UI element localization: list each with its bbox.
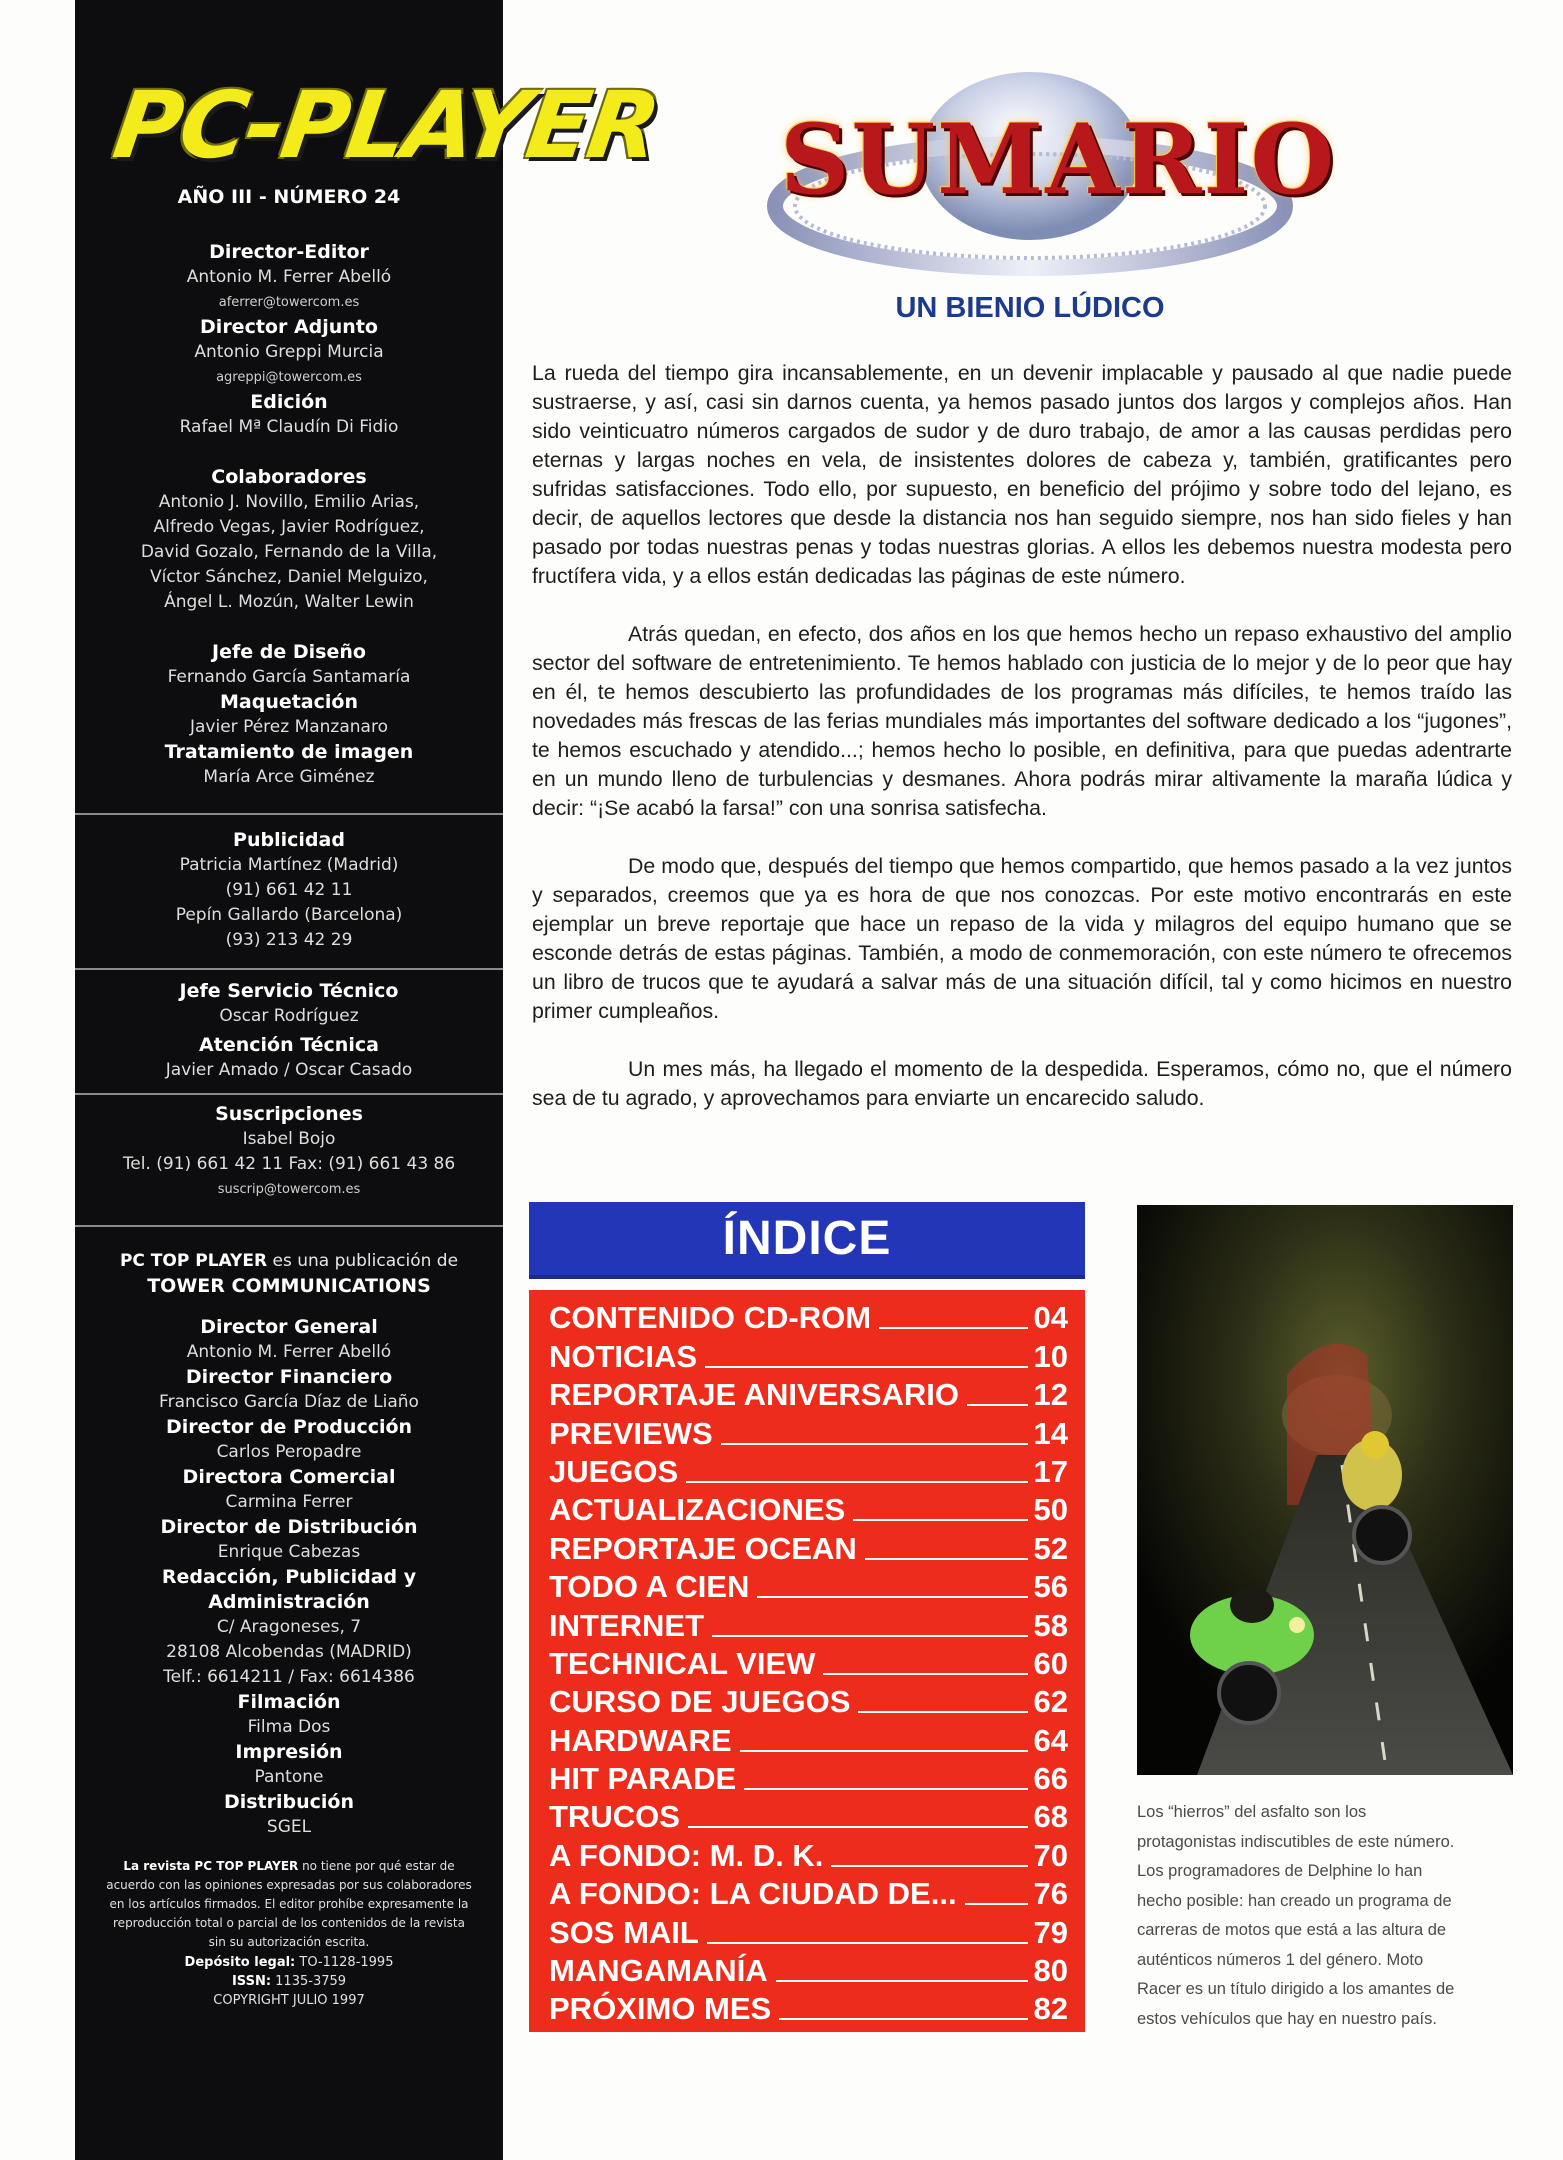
index-item-page: 66: [1033, 1761, 1068, 1797]
index-item: [549, 1797, 1068, 1835]
index-item-page: 64: [1033, 1722, 1068, 1758]
index-leader-line: [757, 1596, 1027, 1598]
index-item-label: NOTICIAS: [549, 1338, 698, 1374]
page-title: SUMARIO: [780, 103, 1337, 216]
index-item-page: 82: [1033, 1991, 1068, 2027]
index-leader-line: [823, 1673, 1027, 1675]
index-leader-line: [705, 1366, 1027, 1368]
index-item: [549, 1605, 1068, 1643]
index-item: [549, 1720, 1068, 1758]
editorial-body: [532, 359, 1512, 1142]
index-leader-line: [740, 1750, 1028, 1752]
publicidad: Publicidad Patricia Martínez (Madrid) (91) 661 42 11 Pepín Gallardo (Barcelona) (93) 213 42 29: [175, 829, 403, 950]
index-item-label: CONTENIDO CD-ROM: [549, 1300, 872, 1336]
index-item-page: 12: [1033, 1377, 1068, 1413]
motorbike-illustration: [1137, 1205, 1513, 1775]
publisher-info: PC TOP PLAYER es una publicación de TOWER COMMUNICATIONS: [119, 1251, 459, 1297]
index-item: [549, 1759, 1068, 1797]
index-item-label: TECHNICAL VIEW: [549, 1645, 816, 1681]
index-item: [549, 1989, 1068, 2027]
index-item-label: TRUCOS: [549, 1799, 680, 1835]
index-leader-line: [688, 1826, 1028, 1828]
index-leader-line: [776, 1980, 1028, 1982]
index-leader-line: [965, 1903, 1028, 1905]
index-item-label: A FONDO: LA CIUDAD DE...: [549, 1876, 957, 1912]
index-item: [549, 1375, 1068, 1413]
index-item-page: 52: [1033, 1530, 1068, 1566]
index-item-label: TODO A CIEN: [549, 1569, 750, 1605]
index-item: [549, 1912, 1068, 1950]
index-item: [549, 1413, 1068, 1451]
index-item-page: 70: [1033, 1837, 1068, 1873]
editorial-paragraph: De modo que, después del tiempo que hemos compartido, que hemos pasado a la vez juntos y separados, creemos que ya es hora de que nos conozcas. Por este motivo encontrarás en este ejemplar un breve reportaje que hace un repaso de la vida y milagros del equipo humano que se esconde detrás de estas páginas. También, a modo de conmemoración, con este número te ofrecemos un libro de trucos que te ayudará a salvar más de una situación difícil, tal y como hicimos en nuestro primer cumpleaños.: [532, 854, 1512, 1023]
index-leader-line: [879, 1327, 1027, 1329]
index-item-label: SOS MAIL: [549, 1914, 699, 1950]
index-item-page: 68: [1033, 1799, 1068, 1835]
rider-helmet: [1361, 1431, 1389, 1459]
index-item-label: CURSO DE JUEGOS: [549, 1684, 851, 1720]
index-item-page: 79: [1033, 1914, 1068, 1950]
index-item: [549, 1644, 1068, 1682]
index-item-label: JUEGOS: [549, 1453, 679, 1489]
magazine-logo: PC-PLAYER: [107, 72, 665, 179]
issue-number: AÑO III - NÚMERO 24: [177, 186, 401, 208]
index-item-page: 60: [1033, 1645, 1068, 1681]
index-item-page: 62: [1033, 1684, 1068, 1720]
index-leader-line: [712, 1635, 1028, 1637]
index-box: [529, 1290, 1085, 2032]
index-leader-line: [858, 1711, 1027, 1713]
index-item-page: 04: [1033, 1300, 1068, 1336]
index-leader-line: [707, 1942, 1028, 1944]
index-list: [549, 1298, 1068, 2027]
index-item-label: REPORTAJE OCEAN: [549, 1530, 857, 1566]
index-item-label: REPORTAJE ANIVERSARIO: [549, 1377, 959, 1413]
editorial-paragraph: Atrás quedan, en efecto, dos años en los que hemos hecho un repaso exhaustivo del amplio sector del software de entretenimiento. Te hemos hablado con justicia de lo mejor y de lo peor que hay en él, te hemos descubierto las profundidades de los programas más difíciles, te hemos traído las novedades más frescas de las ferias mundiales más importantes del software dedicado a los “jugones”, te hemos escuchado y atendido...; hemos hecho lo posible, en definitiva, para que puedas adentrarte en un mundo lleno de turbulencias y desmanes. Ahora podrás mirar altivamente la maraña lúdica y decir: “¡Se acabó la farsa!” con una sonrisa satisfecha.: [532, 622, 1512, 820]
editorial-paragraph: La rueda del tiempo gira incansablemente, en un devenir implacable y pausado al que nadie puede sustraerse, y así, casi sin darnos cuenta, ya hemos pasado juntos dos largos y complejos años. Han sido veinticuatro números cargados de sudor y de duro trabajo, de amor a las causas perdidas pero eternas y largas noches en vela, de insistentes dolores de cabeza y, también, gratificantes pero sufridas satisfacciones. Todo ello, por supuesto, en beneficio del prójimo y sobre todo del lejano, es decir, de aquellos lectores que desde la distancia nos han seguido siempre, nos han sido fieles y han pasado por todas nuestras penas y todas nuestras glorias. A ellos les debemos nuestra modesta pero fructífera vida, y a ellos están dedicadas las páginas de este número.: [532, 361, 1512, 588]
index-leader-line: [686, 1481, 1027, 1483]
index-item-label: HARDWARE: [549, 1722, 732, 1758]
index-leader-line: [779, 2018, 1027, 2020]
divider: [75, 968, 503, 970]
credits-top: Director-Editor Antonio M. Ferrer Abelló aferrer@towercom.es Director Adjunto Antonio Greppi Murcia agreppi@towercom.es Edición Rafael Mª Claudín Di Fidio: [179, 241, 399, 437]
rider-helmet: [1230, 1587, 1274, 1623]
index-item-label: A FONDO: M. D. K.: [549, 1837, 824, 1873]
suscripciones: Suscripciones Isabel Bojo Tel. (91) 661 42 11 Fax: (91) 661 43 86 suscrip@towercom.es: [122, 1103, 456, 1197]
index-item: [549, 1835, 1068, 1873]
index-item-label: PRÓXIMO MES: [549, 1991, 772, 2027]
index-item: [549, 1528, 1068, 1566]
index-item-page: 76: [1033, 1876, 1068, 1912]
index-item: [549, 1567, 1068, 1605]
legal-notice: La revista PC TOP PLAYER no tiene por qué estar de acuerdo con las opiniones expresadas por sus colaboradores en los artículos firmados. El editor prohíbe expresamente la reproducción total o parcial de los contenidos de la revista sin su autorización escrita.: [106, 1859, 472, 1949]
index-item: [549, 1298, 1068, 1336]
index-item-label: INTERNET: [549, 1607, 704, 1643]
wheel: [1219, 1663, 1279, 1723]
headlight: [1289, 1617, 1305, 1633]
index-item-label: HIT PARADE: [549, 1761, 737, 1797]
index-item-page: 56: [1033, 1569, 1068, 1605]
colaboradores: Colaboradores Antonio J. Novillo, Emilio Arias, Alfredo Vegas, Javier Rodríguez, David Gozalo, Fernando de la Villa, Víctor Sánchez, Daniel Melguizo, Ángel L. Mozún, Walter Lewin: [140, 466, 438, 612]
index-item-page: 58: [1033, 1607, 1068, 1643]
index-item-page: 10: [1033, 1338, 1068, 1374]
index-leader-line: [853, 1519, 1027, 1521]
divider: [75, 1093, 503, 1095]
index-item-label: ACTUALIZACIONES: [549, 1492, 846, 1528]
index-leader-line: [865, 1558, 1028, 1560]
index-leader-line: [721, 1443, 1028, 1445]
index-title: ÍNDICE: [529, 1202, 1085, 1279]
index-item-label: MANGAMANÍA: [549, 1953, 768, 1989]
index-item: [549, 1490, 1068, 1528]
index-item: [549, 1336, 1068, 1374]
index-item: [549, 1951, 1068, 1989]
index-item: [549, 1682, 1068, 1720]
index-item-page: 17: [1033, 1453, 1068, 1489]
editorial-paragraph: Un mes más, ha llegado el momento de la despedida. Esperamos, cómo no, que el número sea de tu agrado, y aprovechamos para enviarte un encarecido saludo.: [532, 1057, 1512, 1110]
index-item-page: 50: [1033, 1492, 1068, 1528]
legal-deposit: Depósito legal: TO-1128-1995 ISSN: 1135-3759 COPYRIGHT JULIO 1997: [184, 1955, 394, 2008]
wheel: [1354, 1507, 1410, 1563]
index-leader-line: [967, 1404, 1028, 1406]
moto-racer-photo: [1137, 1205, 1513, 1775]
technical-support: Jefe Servicio Técnico Oscar Rodríguez Atención Técnica Javier Amado / Oscar Casado: [165, 980, 413, 1080]
divider: [75, 813, 503, 815]
design-credits: Jefe de Diseño Fernando García Santamaría Maquetación Javier Pérez Manzanaro Tratamiento de imagen María Arce Giménez: [164, 641, 414, 787]
index-item-page: 14: [1033, 1415, 1068, 1451]
publisher-name: PC TOP PLAYER: [119, 1251, 268, 1271]
index-leader-line: [831, 1865, 1027, 1867]
index-item-page: 80: [1033, 1953, 1068, 1989]
index-item: [549, 1452, 1068, 1490]
photo-caption: Los “hierros” del asfalto son los protagonistas indiscutibles de este número. Los programadores de Delphine lo han hecho posible: han creado un programa de carreras de motos que está a las altura de auténticos números 1 del género. Moto Racer es un título dirigido a los amantes de estos vehículos que hay en nuestro país.: [1137, 1803, 1455, 2028]
divider: [75, 1225, 503, 1227]
index-item-label: PREVIEWS: [549, 1415, 713, 1451]
index-item: [549, 1874, 1068, 1912]
editorial-headline: UN BIENIO LÚDICO: [895, 292, 1165, 324]
index-leader-line: [744, 1788, 1027, 1790]
management-credits: Director General Antonio M. Ferrer Abelló Director Financiero Francisco García Díaz de Liaño Director de Producción Carlos Peropadre Directora Comercial Carmina Ferrer Director de Distribución Enrique Cabezas Redacción, Publicidad y Administración C/ Aragoneses, 7 28108 Alcobendas (MADRID) Telf.: 6614211 / Fax: 6614386 Filmación Filma Dos Impresión Pantone Distribución SGEL: [159, 1316, 419, 1837]
